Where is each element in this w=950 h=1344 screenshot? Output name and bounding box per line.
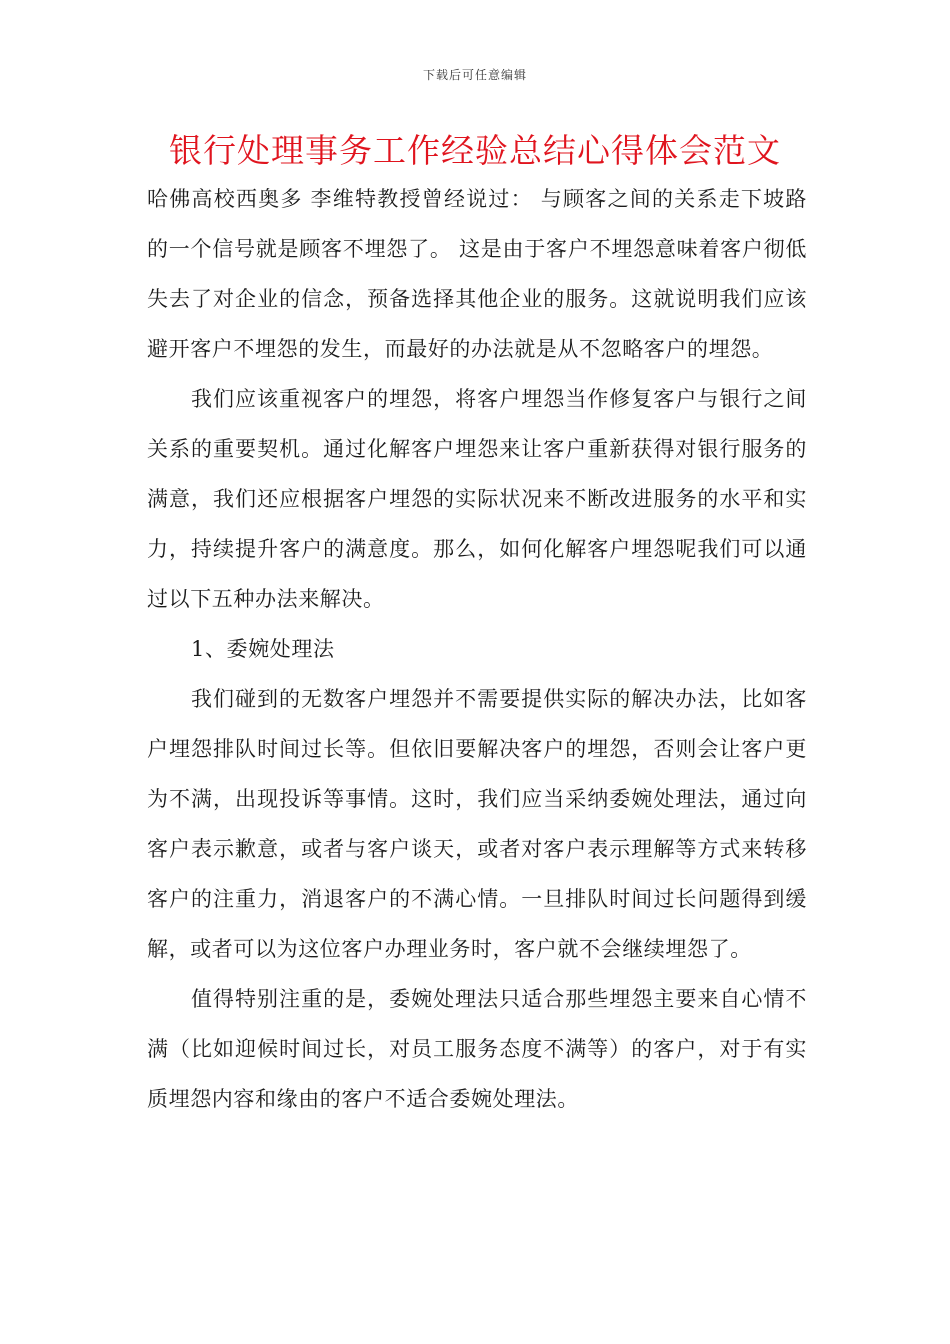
paragraph-note: 值得特别注重的是，委婉处理法只适合那些埋怨主要来自心情不满（比如迎候时间过长，对员工服务态度不满等）的客户，对于有实质埋怨内容和缘由的客户不适合委婉处理法。 bbox=[147, 987, 807, 1111]
header-note: 下载后可任意编辑 bbox=[422, 68, 527, 82]
document-title: 银行处理事务工作经验总结心得体会范文 bbox=[169, 131, 781, 170]
paragraph-importance: 我们应该重视客户的埋怨，将客户埋怨当作修复客户与银行之间关系的重要契机。通过化解客户埋怨来让客户重新获得对银行服务的满意，我们还应根据客户埋怨的实际状况来不断改进服务的水平和实力，持续提升客户的满意度。那么，如何化解客户埋怨呢我们可以通过以下五种办法来解决。 bbox=[147, 387, 807, 611]
document-body bbox=[147, 174, 807, 1124]
section-heading-1: 1、委婉处理法 bbox=[191, 637, 335, 661]
paragraph-method-1: 我们碰到的无数客户埋怨并不需要提供实际的解决办法，比如客户埋怨排队时间过长等。但依旧要解决客户的埋怨，否则会让客户更为不满，出现投诉等事情。这时，我们应当采纳委婉处理法，通过向客户表示歉意，或者与客户谈天，或者对客户表示理解等方式来转移客户的注重力，消退客户的不满心情。一旦排队时间过长问题得到缓解，或者可以为这位客户办理业务时，客户就不会继续埋怨了。 bbox=[147, 687, 807, 961]
paragraph-intro: 哈佛高校西奥多 李维特教授曾经说过： 与顾客之间的关系走下坡路的一个信号就是顾客不埋怨了。 这是由于客户不埋怨意味着客户彻低失去了对企业的信念，预备选择其他企业的服务。这就说明我们应该避开客户不埋怨的发生，而最好的办法就是从不忽略客户的埋怨。 bbox=[147, 187, 807, 361]
